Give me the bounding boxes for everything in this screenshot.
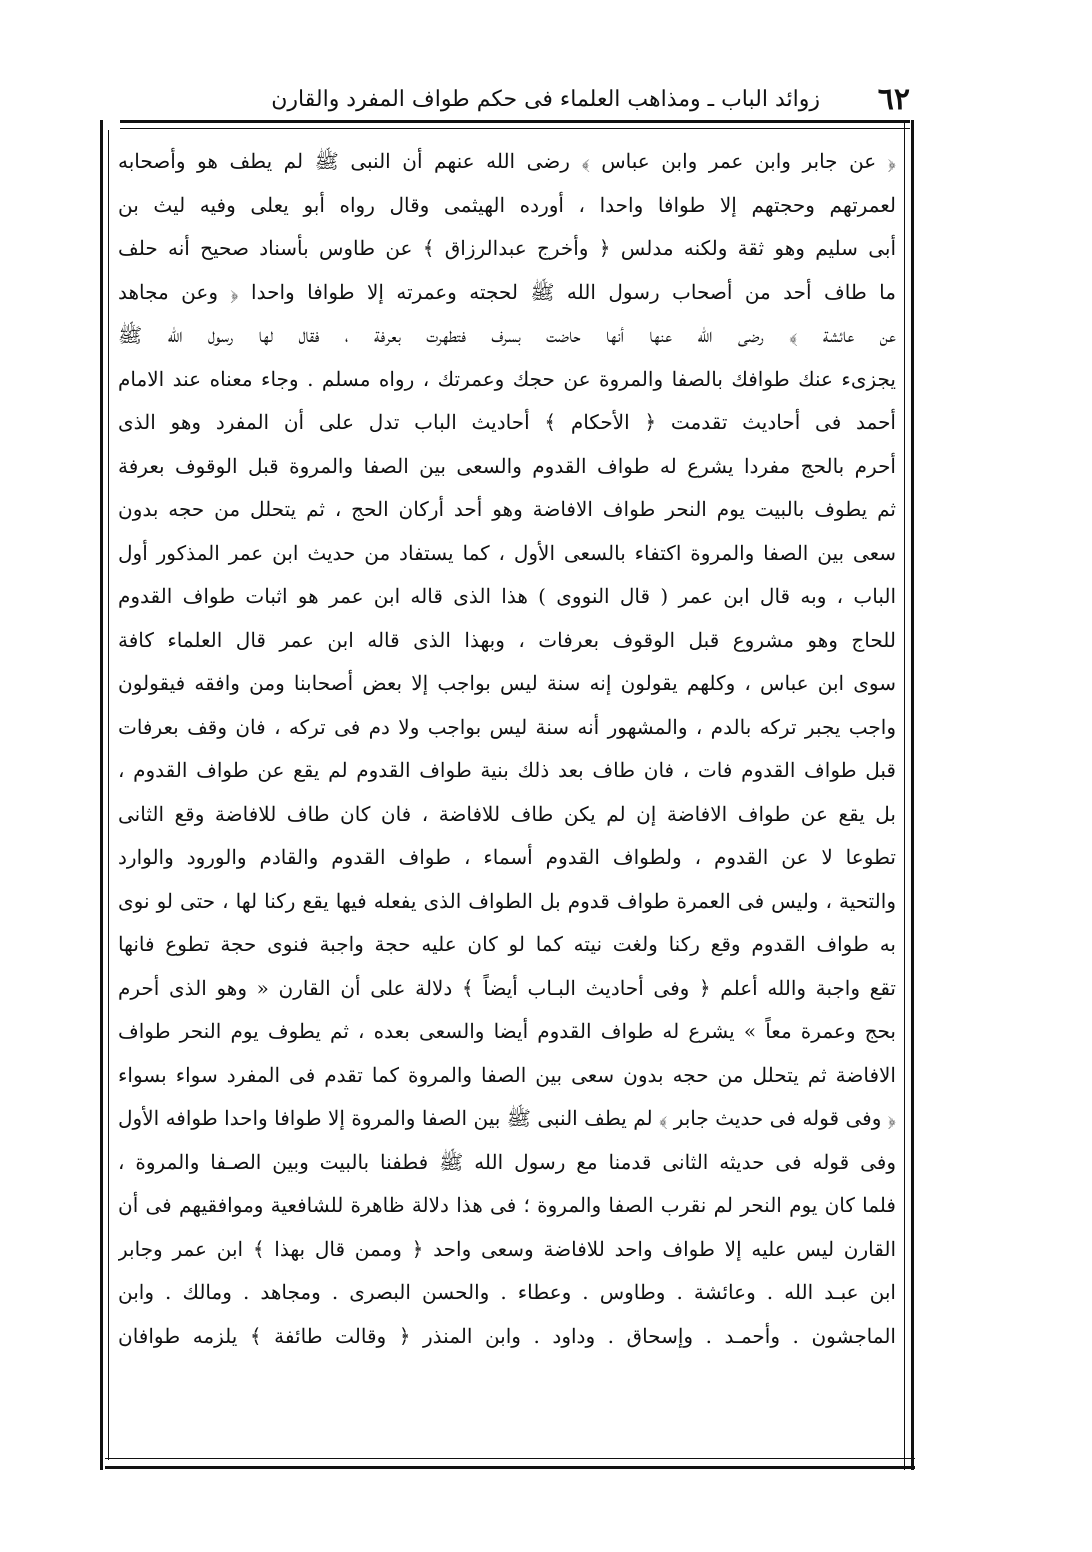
frame-right-border bbox=[911, 120, 914, 1470]
page-number: ٦٢ bbox=[877, 82, 910, 117]
text-line: واجب يجبر تركه بالدم ، والمشهور أنه سنة ليس بواجب ولا دم فى تركه ، فان وقف بعرفات bbox=[118, 714, 896, 739]
text-line: لعمرتهم وحجتهم إلا طوافا واحدا ، أورده الهيثمى وقال رواه أبو يعلى وفيه ليث بن bbox=[118, 192, 896, 217]
text-line: أحرم بالحج مفردا يشرع له طواف القدوم والسعى بين الصفا والمروة قبل الوقوف بعرفة bbox=[118, 453, 896, 478]
text-line: والتحية ، وليس فى العمرة طواف قدوم بل الطواف الذى يفعله فيها يقع ركنا لها ، حتى لو نوى bbox=[118, 888, 896, 913]
frame-right-border-thin bbox=[904, 120, 905, 1470]
header-rule bbox=[120, 120, 910, 123]
text-line: القارن ليس عليه إلا طواف واحد للافاضة وسعى واحد ﴿ وممن قال بهذا ﴾ ابن عمر وجابر bbox=[118, 1236, 896, 1261]
frame-left-border bbox=[100, 120, 103, 1470]
text-line: عن عائشة ﴾ رضى الله عنها أنها حاضت بسرف فتطهرت بعرفة ، فقال لها رسول الله ﷺ bbox=[118, 323, 896, 347]
text-line: وفى قوله فى حديثه الثانى قدمنا مع رسول الله ﷺ فطفنا بالبيت وبين الصـفا والمروة ، bbox=[118, 1149, 896, 1174]
text-line: قبل طواف القدوم فات ، فان طاف بعد ذلك بنية طواف القدوم لم يقع عن طواف القدوم ، bbox=[118, 758, 896, 782]
text-line: الباب ، وبه قال ابن عمر ( قال النووى ) هذا الذى قاله ابن عمر هو اثبات طواف القدوم bbox=[118, 584, 896, 608]
text-line: ما طاف أحد من أصحاب رسول الله ﷺ لحجته وعمرته إلا طوافا واحدا ﴿ وعن مجاهد bbox=[118, 279, 896, 304]
text-line: سوى ابن عباس ، وكلهم يقولون إنه سنة ليس بواجب إلا بعض أصحابنا ومن وافقه فيقولون bbox=[118, 671, 896, 695]
text-line: تقع واجبة والله أعلم ﴿ وفى أحاديث البـاب أيضاً ﴾ دلالة على أن القارن « وهو الذى أحرم bbox=[118, 975, 896, 1000]
page-header bbox=[210, 82, 910, 118]
text-line: أحمد فى أحاديث تقدمت ﴿ الأحكام ﴾ أحاديث الباب تدل على أن المفرد وهو الذى bbox=[118, 410, 896, 434]
text-line: سعى بين الصفا والمروة اكتفاء بالسعى الأول ، كما يستفاد من حديث ابن عمر المذكور أول bbox=[118, 540, 896, 565]
footer-rule-thin bbox=[105, 1458, 915, 1459]
text-line: بحج وعمرة معاً » يشرع له طواف القدوم أيضا والسعى بعده ، ثم يطوف يوم النحر طواف bbox=[118, 1019, 896, 1043]
text-line: الافاضة ثم يتحلل من حجه بدون سعى بين الصفا والمروة كما تقدم فى المفرد سواء بسواء bbox=[118, 1062, 896, 1087]
text-line: فلما كان يوم النحر لم نقرب الصفا والمروة ؛ فى هذا دلالة ظاهرة للشافعية وموافقيهم فى أن bbox=[118, 1193, 896, 1217]
text-line: الماجشون . وأحمـد . وإسحاق . وداود . وابن المنذر ﴿ وقالت طائفة ﴾ يلزمه طوافان bbox=[118, 1323, 896, 1348]
text-line: تطوعا لا عن القدوم ، ولطواف القدوم أسماء ، طواف القدوم والقادم والورود والوارد bbox=[118, 845, 896, 869]
text-line: ﴿ وفى قوله فى حديث جابر ﴾ لم يطف النبى ﷺ بين الصفا والمروة إلا طوافا واحدا طوافه الأول bbox=[118, 1106, 896, 1130]
text-line: ﴿ عن جابر وابن عمر وابن عباس ﴾ رضى الله عنهم أن النبى ﷺ لم يطف هو وأصحابه bbox=[118, 149, 896, 173]
text-line: يجزىء عنك طوافك بالصفا والمروة عن حجك وعمرتك ، رواه مسلم . وجاء معناه عند الامام bbox=[118, 366, 896, 391]
text-line: بل يقع عن طواف الافاضة إن لم يكن طاف للافاضة ، فان كان طاف للافاضة وقع الثانى bbox=[118, 801, 896, 826]
text-line: أبى سليم وهو ثقة ولكنه مدلس ﴿ وأخرج عبدالرزاق ﴾ عن طاوس بأسناد صحيح أنه حلف bbox=[118, 236, 896, 260]
text-line: للحاج وهو مشروع قبل الوقوف بعرفات ، وبهذا الذى قاله ابن عمر قال العلماء كافة bbox=[118, 627, 896, 652]
text-body bbox=[118, 140, 896, 1358]
frame-left-border-thin bbox=[108, 130, 109, 1460]
header-rule-thin bbox=[120, 128, 910, 129]
text-line: به طواف القدوم وقع ركنا ولغت نيته كما لو كان عليه حجة واجبة فنوى حجة تطوع فانها bbox=[118, 932, 896, 956]
text-line: ثم يطوف بالبيت يوم النحر طواف الافاضة وهو أحد أركان الحج ، ثم يتحلل من حجه بدون bbox=[118, 497, 896, 521]
running-head: زوائد الباب ـ ومذاهب العلماء فى حكم طواف المفرد والقارن bbox=[271, 87, 820, 112]
footer-rule bbox=[105, 1466, 915, 1469]
text-line: ابن عبـد الله . وعائشة . وطاوس . وعطاء . والحسن البصرى . ومجاهد . ومالك . وابن bbox=[118, 1280, 896, 1304]
